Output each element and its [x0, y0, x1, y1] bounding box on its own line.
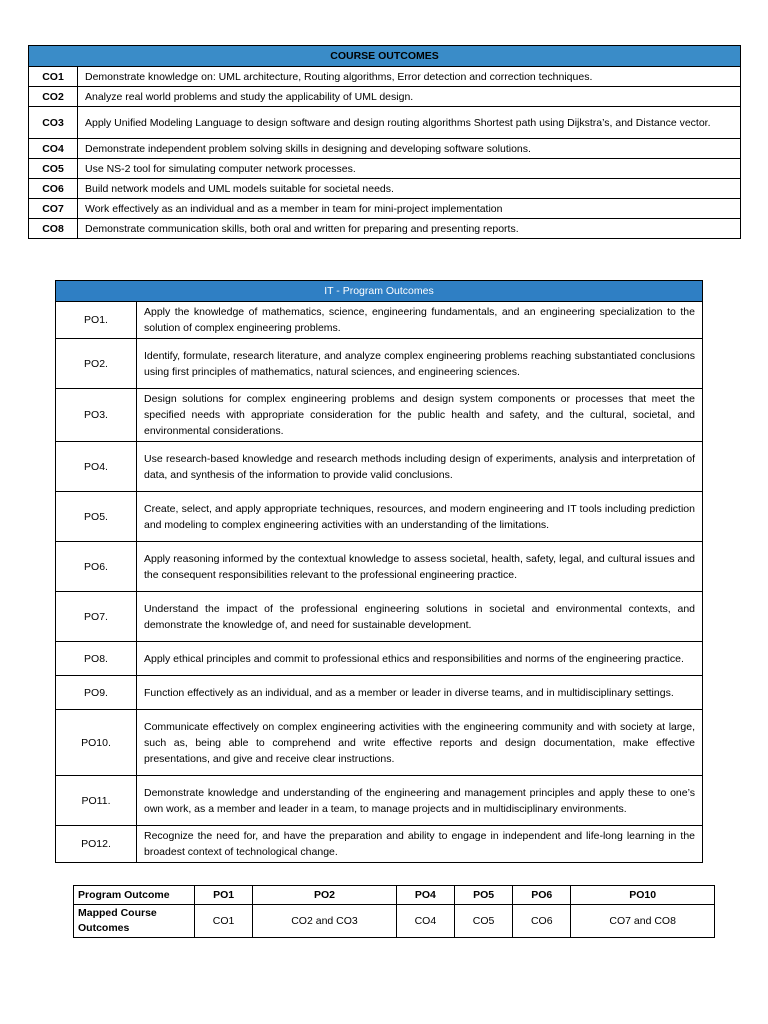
course-outcome-code: CO8	[29, 219, 78, 239]
mapped-course-outcomes: CO6	[513, 905, 571, 938]
course-outcome-code: CO4	[29, 139, 78, 159]
program-outcome-row	[56, 339, 703, 389]
course-outcome-row	[29, 139, 741, 159]
program-outcome-code: PO1.	[56, 302, 137, 339]
course-outcome-row	[29, 199, 741, 219]
program-outcome-row	[56, 776, 703, 826]
mapped-course-outcomes: CO1	[195, 905, 253, 938]
program-outcome-row	[56, 542, 703, 592]
program-outcome-code: PO3.	[56, 389, 137, 442]
program-outcomes-header: IT - Program Outcomes	[56, 281, 703, 302]
program-outcome-row	[56, 710, 703, 776]
program-outcomes-table	[55, 280, 703, 863]
course-outcome-row	[29, 67, 741, 87]
course-outcome-code: CO6	[29, 179, 78, 199]
program-outcome-row	[56, 442, 703, 492]
mapped-course-outcomes: CO7 and CO8	[571, 905, 715, 938]
mapped-course-outcomes: CO4	[396, 905, 454, 938]
course-outcomes-table	[28, 45, 741, 239]
program-outcome-row	[56, 676, 703, 710]
program-outcome-row	[56, 302, 703, 339]
mapped-program-outcome: PO4	[396, 886, 454, 905]
course-outcome-code: CO2	[29, 87, 78, 107]
program-outcome-description: Function effectively as an individual, and as a member or leader in diverse teams, and in multidisciplinary settings.	[137, 676, 703, 710]
course-outcomes-header: COURSE OUTCOMES	[29, 46, 741, 67]
program-outcome-code: PO6.	[56, 542, 137, 592]
mapped-program-outcome: PO2	[253, 886, 397, 905]
program-outcomes-body	[56, 302, 703, 863]
mapped-program-outcome: PO10	[571, 886, 715, 905]
program-outcome-row	[56, 492, 703, 542]
course-outcome-description: Analyze real world problems and study the applicability of UML design.	[78, 87, 741, 107]
mapping-program-outcome-row	[74, 886, 715, 905]
program-outcome-description: Understand the impact of the professional engineering solutions in societal and environmental contexts, and demonstrate the knowledge of, and need for sustainable development.	[137, 592, 703, 642]
course-outcome-row	[29, 159, 741, 179]
program-outcome-row	[56, 642, 703, 676]
course-outcome-code: CO3	[29, 107, 78, 139]
mapping-row-label: Program Outcome	[74, 886, 195, 905]
program-outcome-row	[56, 592, 703, 642]
course-outcome-description: Demonstrate independent problem solving skills in designing and developing software solutions.	[78, 139, 741, 159]
program-outcome-code: PO7.	[56, 592, 137, 642]
program-outcome-code: PO10.	[56, 710, 137, 776]
program-outcome-description: Demonstrate knowledge and understanding of the engineering and management principles and apply these to one’s own work, as a member and leader in a team, to manage projects and in multidisciplinary environments.	[137, 776, 703, 826]
mapping-course-outcome-row	[74, 905, 715, 938]
program-outcome-description: Apply the knowledge of mathematics, science, engineering fundamentals, and an engineering specialization to the solution of complex engineering problems.	[137, 302, 703, 339]
course-outcome-row	[29, 107, 741, 139]
course-outcome-code: CO1	[29, 67, 78, 87]
program-outcome-description: Apply ethical principles and commit to professional ethics and responsibilities and norms of the engineering practice.	[137, 642, 703, 676]
mapped-program-outcome: PO1	[195, 886, 253, 905]
program-outcome-code: PO5.	[56, 492, 137, 542]
program-outcome-row	[56, 389, 703, 442]
program-outcome-description: Use research-based knowledge and research methods including design of experiments, analysis and interpretation of data, and synthesis of the information to provide valid conclusions.	[137, 442, 703, 492]
program-outcome-code: PO4.	[56, 442, 137, 492]
course-outcome-code: CO7	[29, 199, 78, 219]
mapping-row-label: Mapped Course Outcomes	[74, 905, 195, 938]
program-outcome-code: PO12.	[56, 826, 137, 863]
program-outcome-description: Identify, formulate, research literature, and analyze complex engineering problems reaching substantiated conclusions using first principles of mathematics, natural sciences, and engineering sciences.	[137, 339, 703, 389]
course-outcome-description: Demonstrate communication skills, both oral and written for preparing and presenting reports.	[78, 219, 741, 239]
program-outcome-code: PO9.	[56, 676, 137, 710]
program-outcome-code: PO2.	[56, 339, 137, 389]
program-outcome-description: Design solutions for complex engineering problems and design system components or processes that meet the specified needs with appropriate consideration for the public health and safety, and the cultural, societal, and environmental considerations.	[137, 389, 703, 442]
program-outcome-code: PO11.	[56, 776, 137, 826]
course-outcome-description: Build network models and UML models suitable for societal needs.	[78, 179, 741, 199]
program-outcome-description: Communicate effectively on complex engineering activities with the engineering community and with society at large, such as, being able to comprehend and write effective reports and design documentation, make effective presentations, and give and receive clear instructions.	[137, 710, 703, 776]
program-outcome-description: Recognize the need for, and have the preparation and ability to engage in independent and life-long learning in the broadest context of technological change.	[137, 826, 703, 863]
course-outcome-description: Apply Unified Modeling Language to design software and design routing algorithms Shortest path using Dijkstra’s, and Distance vector.	[78, 107, 741, 139]
course-outcome-row	[29, 87, 741, 107]
course-outcome-code: CO5	[29, 159, 78, 179]
course-outcome-description: Demonstrate knowledge on: UML architecture, Routing algorithms, Error detection and correction techniques.	[78, 67, 741, 87]
course-outcome-description: Use NS-2 tool for simulating computer network processes.	[78, 159, 741, 179]
mapped-course-outcomes: CO2 and CO3	[253, 905, 397, 938]
program-outcome-description: Create, select, and apply appropriate techniques, resources, and modern engineering and IT tools including prediction and modeling to complex engineering activities with an understanding of the limitations.	[137, 492, 703, 542]
outcome-mapping-table	[73, 885, 715, 938]
course-outcomes-body	[29, 67, 741, 239]
course-outcome-description: Work effectively as an individual and as a member in team for mini-project implementation	[78, 199, 741, 219]
mapped-course-outcomes: CO5	[454, 905, 512, 938]
program-outcome-description: Apply reasoning informed by the contextual knowledge to assess societal, health, safety, legal, and cultural issues and the consequent responsibilities relevant to the professional engineering practice.	[137, 542, 703, 592]
mapped-program-outcome: PO5	[454, 886, 512, 905]
course-outcome-row	[29, 179, 741, 199]
mapped-program-outcome: PO6	[513, 886, 571, 905]
program-outcome-row	[56, 826, 703, 863]
program-outcome-code: PO8.	[56, 642, 137, 676]
course-outcome-row	[29, 219, 741, 239]
